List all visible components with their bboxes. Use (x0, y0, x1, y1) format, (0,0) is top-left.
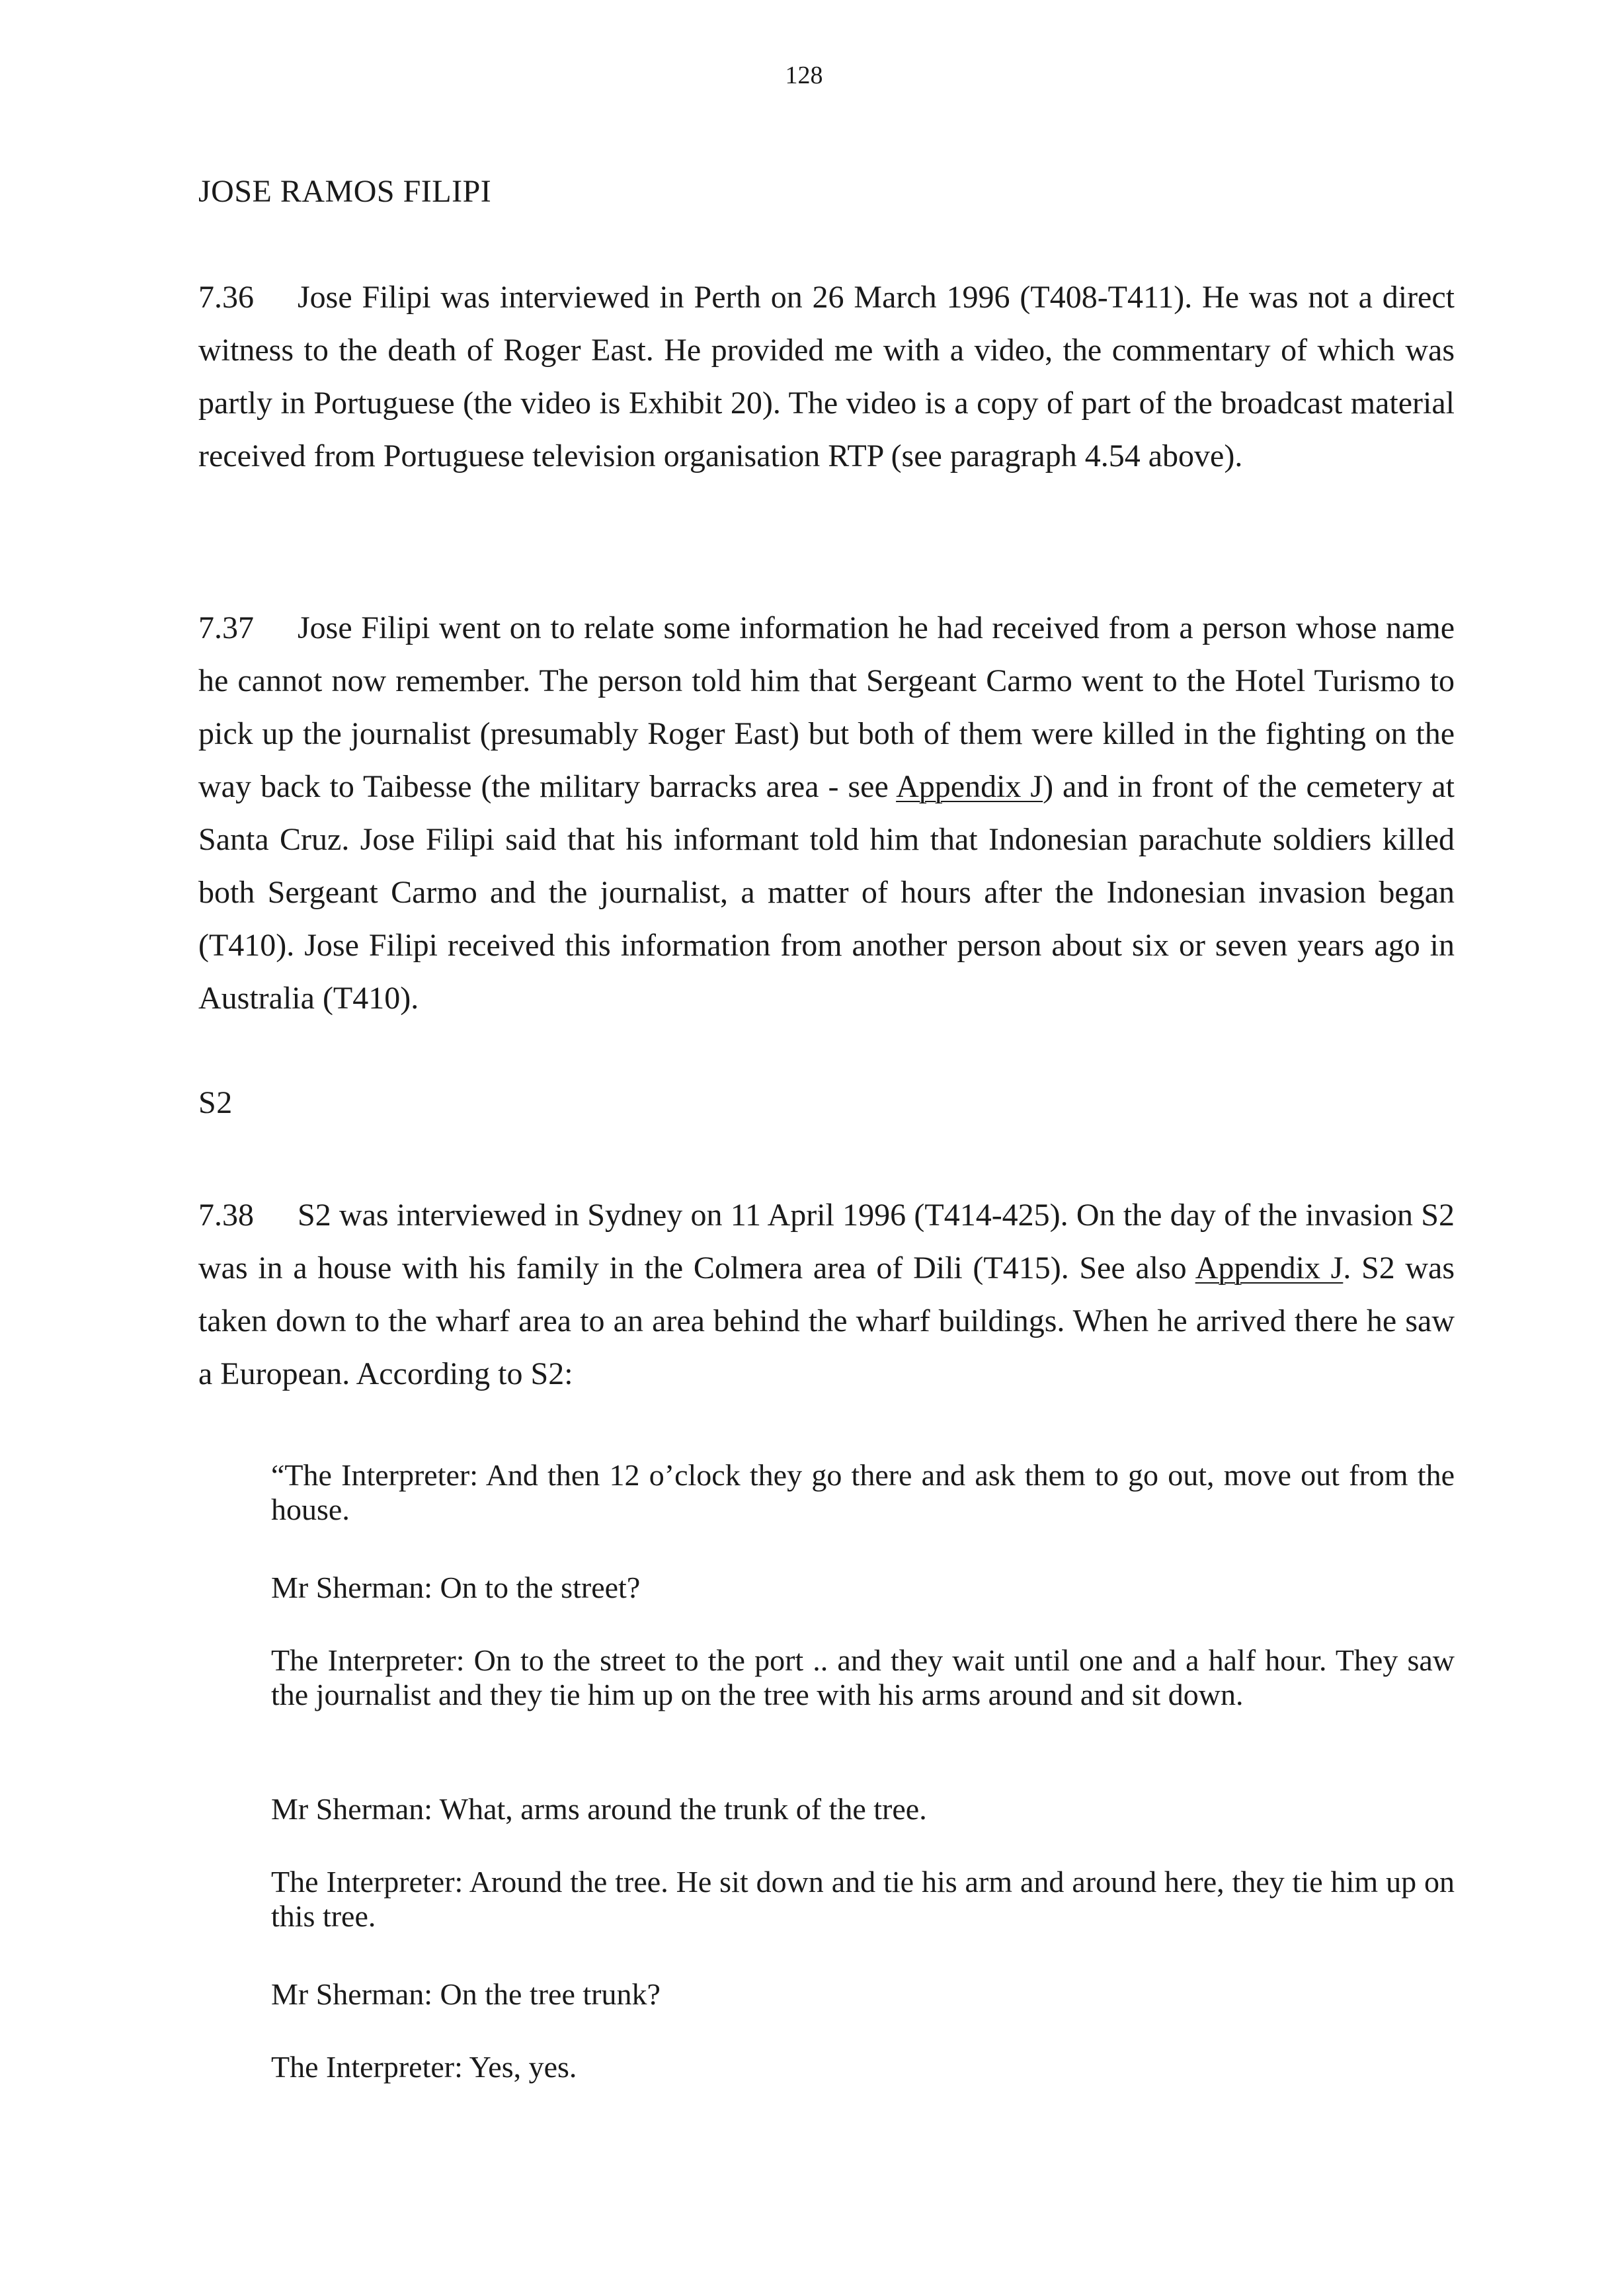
paragraph-text: . S2 was taken down to the wharf area to an area behind the wharf buildings. When he arrived there he saw a European. According to S2: (198, 1250, 1455, 1391)
transcript-line: The Interpreter: Yes, yes. (271, 2050, 577, 2084)
section-heading-s2: S2 (198, 1085, 233, 1120)
page-number: 128 (785, 62, 823, 89)
paragraph-number: 7.37 (198, 610, 254, 645)
paragraph-7-36 (198, 271, 1455, 483)
paragraph-text: Jose Filipi went on to relate some information he had received from a person whose name he cannot now remember. The person told him that Sergeant Carmo went to the Hotel Turismo to pick up the journalist (presumably Roger East) but both of them were killed in the fighting on the way back to Taibesse (the military barracks area - see (198, 610, 1455, 804)
paragraph-text: S2 was interviewed in Sydney on 11 April 1996 (T414-425). On the day of the invasion S2 was in a house with his family in the Colmera area of Dili (T415). See also (198, 1198, 1455, 1286)
transcript-line: The Interpreter: Around the tree. He sit down and tie his arm and around here, they tie him up on this tree. (271, 1865, 1455, 1933)
transcript-line: The Interpreter: On to the street to the port .. and they wait until one and a half hour. They saw the journalist and they tie him up on the tree with his arms around and sit down. (271, 1643, 1455, 1711)
appendix-j-link[interactable]: Appendix J (1195, 1250, 1344, 1286)
transcript-line: “The Interpreter: And then 12 o’clock they go there and ask them to go out, move out from the house. (271, 1458, 1455, 1526)
paragraph-text: ) and in front of the cemetery at Santa Cruz. Jose Filipi said that his informant told him that Indonesian parachute soldiers killed both Sergeant Carmo and the journalist, a matter of hours after the Indonesian invasion began (T410). Jose Filipi received this information from another person about six or seven years ago in Australia (T410). (198, 769, 1455, 1016)
paragraph-text: Jose Filipi was interviewed in Perth on 26 March 1996 (T408-T411). He was not a direct witness to the death of Roger East. He provided me with a video, the commentary of which was partly in Portuguese (the video is Exhibit 20). The video is a copy of part of the broadcast material received from Portuguese television organisation RTP (see paragraph 4.54 above). (198, 280, 1455, 473)
appendix-j-link[interactable]: Appendix J (896, 769, 1043, 804)
transcript-line: Mr Sherman: On to the street? (271, 1571, 641, 1604)
section-heading-filipi: JOSE RAMOS FILIPI (198, 174, 492, 209)
transcript-line: Mr Sherman: What, arms around the trunk of the tree. (271, 1792, 927, 1826)
paragraph-7-37 (198, 602, 1455, 1025)
transcript-line: Mr Sherman: On the tree trunk? (271, 1977, 661, 2011)
paragraph-number: 7.36 (198, 280, 254, 315)
paragraph-7-38 (198, 1189, 1455, 1401)
paragraph-number: 7.38 (198, 1198, 254, 1233)
